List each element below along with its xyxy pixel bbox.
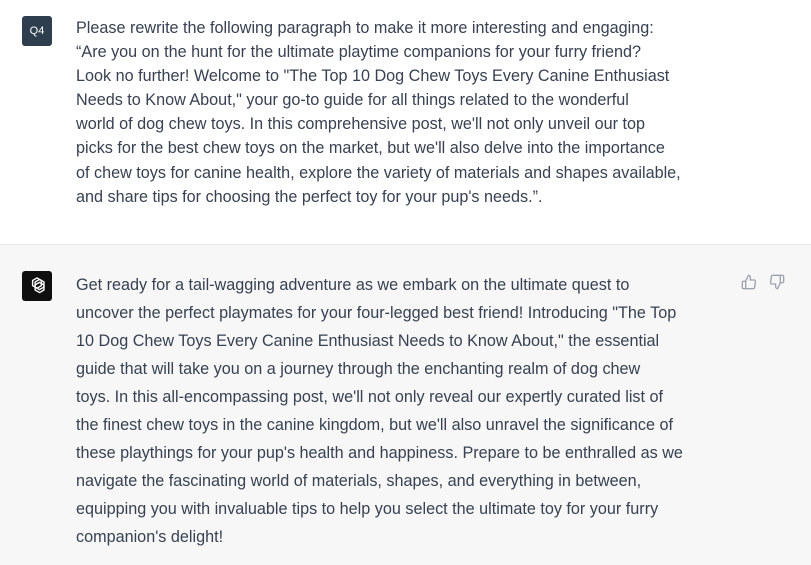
user-message-text: Please rewrite the following paragraph to make it more interesting and engaging: “Are you on the hunt for the ultimate playtime companions for your furry friend? Look no further! Welcome to "The Top 10 Dog Chew Toys Every Canine Enthusiast Needs to Know About," your go-to guide for all things related to the wonderful world of dog chew toys. In this comprehensive post, we'll not only unveil our top picks for the best chew toys on the market, but we'll also delve into the importance of chew toys for canine health, explore the variety of materials and shapes available, and share tips for choosing the perfect toy for your pup's needs.”. bbox=[76, 19, 681, 206]
thumbs-up-button[interactable] bbox=[740, 273, 758, 291]
assistant-message-text: Get ready for a tail-wagging adventure as we embark on the ultimate quest to uncover the perfect playmates for your four-legged best friend! Introducing "The Top 10 Dog Chew Toys Every Canine Enthusiast Needs to Know About," the essential guide that will take you on a journey through the enchanting realm of dog chew toys. In this all-encompassing post, we'll not only reveal our expertly curated list of the finest chew toys in the canine kingdom, but we'll also unravel the significance of these playthings for your pup's health and happiness. Prepare to be enthralled as we navigate the fascinating world of materials, shapes, and everything in between, equipping you with invaluable tips to help you select the ultimate toy for your furry companion's delight! bbox=[76, 276, 683, 546]
user-avatar-label: Q4 bbox=[29, 25, 45, 37]
thumbs-down-icon bbox=[769, 274, 785, 290]
thumbs-down-button[interactable] bbox=[768, 273, 786, 291]
user-message-row bbox=[0, 0, 811, 244]
thumbs-up-icon bbox=[741, 274, 757, 290]
assistant-avatar bbox=[22, 271, 52, 301]
openai-logo-icon bbox=[26, 275, 48, 297]
user-avatar bbox=[22, 16, 52, 46]
feedback-controls bbox=[740, 273, 786, 291]
assistant-message-row bbox=[0, 244, 811, 565]
